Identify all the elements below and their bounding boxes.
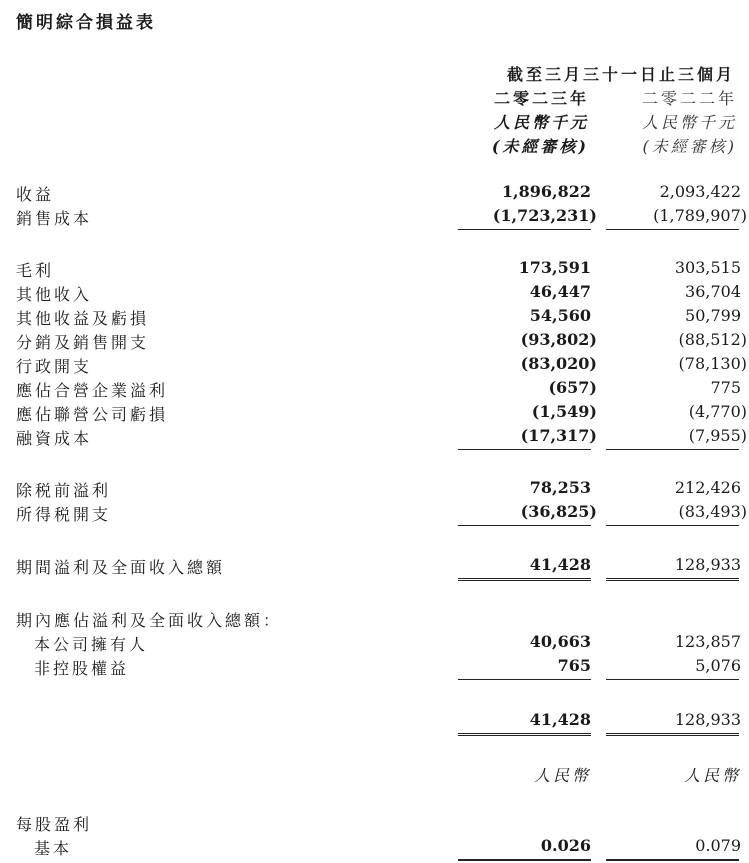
value-2022: (4,770) (688, 402, 747, 421)
row-label: 非控股權益 (34, 659, 130, 678)
value-2023: 40,663 (529, 632, 591, 651)
value-2023: (657) (548, 378, 597, 397)
row-label: 分銷及銷售開支 (16, 333, 150, 352)
value-2023: 41,428 (529, 710, 591, 729)
value-2022: 128,933 (674, 555, 741, 574)
table-row (0, 555, 749, 579)
table-row (0, 354, 749, 378)
period-header: 截至三月三十一日止三個月 (506, 65, 735, 84)
table-row (0, 426, 749, 450)
value-2022: (7,955) (688, 426, 747, 445)
table-row (0, 330, 749, 354)
table-row (0, 402, 749, 426)
col1-unit: 人民幣千元 (493, 113, 589, 132)
currency-label: 人民幣 (533, 766, 591, 785)
row-label: 應佔聯營公司虧損 (16, 405, 169, 424)
underline (606, 679, 739, 680)
underline (458, 525, 591, 526)
table-row (0, 836, 749, 860)
value-2023: 46,447 (529, 282, 591, 301)
value-2023: (1,549) (531, 402, 597, 421)
value-2023: 173,591 (518, 258, 591, 277)
row-label: 銷售成本 (16, 209, 93, 228)
value-2023: (17,317) (520, 426, 597, 445)
row-label: 其他收入 (16, 285, 93, 304)
underline (606, 449, 739, 450)
table-row (0, 812, 749, 836)
col2-unit: 人民幣千元 (641, 113, 737, 132)
underline (458, 449, 591, 450)
value-2022: 303,515 (674, 258, 741, 277)
value-2022: 50,799 (685, 306, 741, 325)
table-row (0, 710, 749, 734)
table-row (0, 306, 749, 330)
value-2022: 775 (710, 378, 741, 397)
table-row (0, 282, 749, 306)
value-2022: 128,933 (674, 710, 741, 729)
double-underline (458, 578, 591, 581)
row-label: 期間溢利及全面收入總額 (16, 558, 226, 577)
value-2023: 78,253 (529, 478, 591, 497)
col1-year: 二零二三年 (493, 89, 589, 108)
row-label: 本公司擁有人 (34, 635, 149, 654)
row-label: 除税前溢利 (16, 481, 112, 500)
col2-year: 二零二二年 (641, 89, 737, 108)
table-row (0, 182, 749, 206)
value-2023: 54,560 (529, 306, 591, 325)
table-row (0, 478, 749, 502)
currency-label: 人民幣 (683, 766, 741, 785)
underline (458, 679, 591, 680)
value-2022: 123,857 (674, 632, 741, 651)
row-label: 每股盈利 (16, 815, 93, 834)
value-2023: 765 (557, 656, 591, 675)
table-row (0, 656, 749, 680)
table-row (0, 206, 749, 230)
underline (458, 859, 591, 861)
value-2022: 0.079 (695, 836, 741, 855)
table-row (0, 632, 749, 656)
underline (458, 229, 591, 230)
value-2022: 212,426 (674, 478, 741, 497)
value-2023: (83,020) (520, 354, 597, 373)
value-2022: (88,512) (678, 330, 747, 349)
underline (606, 859, 739, 861)
value-2023: 1,896,822 (501, 182, 591, 201)
value-2022: (83,493) (678, 502, 747, 521)
row-label: 行政開支 (16, 357, 93, 376)
value-2023: 41,428 (529, 555, 591, 574)
table-row (0, 502, 749, 526)
table-row (0, 608, 749, 632)
value-2022: 5,076 (695, 656, 741, 675)
row-label: 應佔合營企業溢利 (16, 381, 169, 400)
value-2023: (1,723,231) (492, 206, 597, 225)
col2-note: (未經審核) (642, 137, 737, 156)
row-label: 毛利 (16, 261, 55, 280)
value-2023: (36,825) (520, 502, 597, 521)
table-row (0, 258, 749, 282)
value-2022: (78,130) (678, 354, 747, 373)
row-label: 融資成本 (16, 429, 93, 448)
table-row (0, 378, 749, 402)
value-2022: 36,704 (685, 282, 741, 301)
row-label: 期內應佔溢利及全面收入總額： (16, 611, 283, 630)
row-label: 基本 (34, 839, 73, 858)
col1-note: (未經審核) (491, 137, 589, 156)
value-2023: 0.026 (540, 836, 591, 855)
double-underline (458, 733, 591, 736)
underline (606, 229, 739, 230)
underline (606, 525, 739, 526)
double-underline (606, 578, 739, 581)
row-label: 其他收益及虧損 (16, 309, 150, 328)
row-label: 所得税開支 (16, 505, 112, 524)
double-underline (606, 733, 739, 736)
value-2022: 2,093,422 (659, 182, 741, 201)
page-title: 簡明綜合損益表 (16, 13, 156, 33)
value-2022: (1,789,907) (653, 206, 747, 225)
row-label: 收益 (16, 185, 55, 204)
value-2023: (93,802) (520, 330, 597, 349)
